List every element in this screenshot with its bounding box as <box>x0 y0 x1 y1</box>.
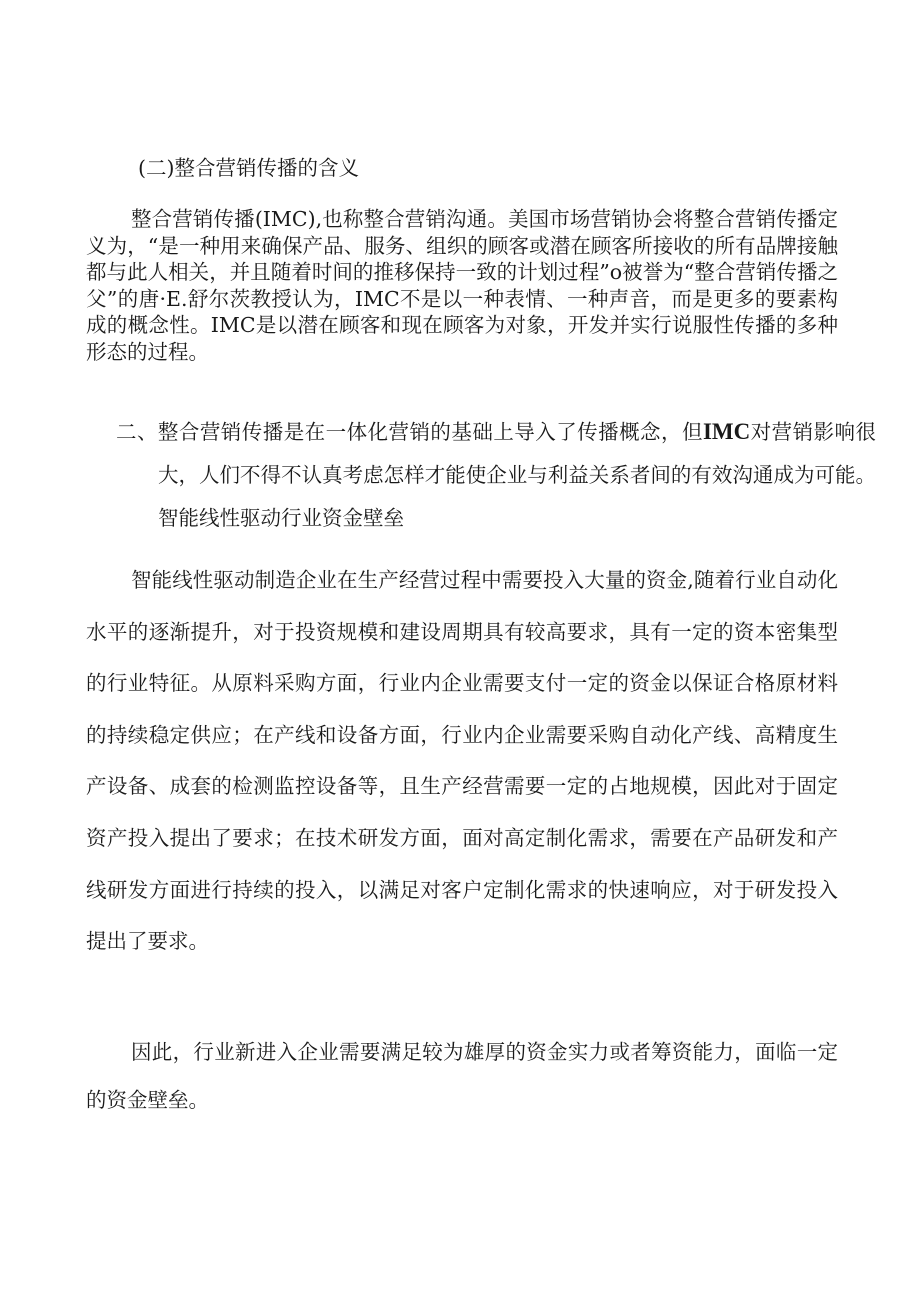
imc-definition-paragraph: 整合营销传播(IMC),也称整合营销沟通。美国市场营销协会将整合营销传播定义为，“是一种用来确保产品、服务、组织的顾客或潜在顾客所接收的所有品牌接触都与此人相关，并且随着时间的推移保持一致的计划过程”o被誉为“整合营销传播之父”的唐·E.舒尔茨教授认为，IMC不是以一种表情、一种声音，而是更多的要素构成的概念性。IMC是以潜在顾客和现在顾客为对象，开发并实行说服性传播的多种形态的过程。 <box>86 207 838 364</box>
section-heading-imc: IMC <box>702 419 751 444</box>
capital-barrier-paragraph: 智能线性驱动制造企业在生产经营过程中需要投入大量的资金,随着行业自动化水平的逐渐提升，对于投资规模和建设周期具有较高要求，具有一定的资本密集型的行业特征。从原料采购方面，行业内企业需要支付一定的资金以保证合格原材料的持续稳定供应；在产线和设备方面，行业内企业需要采购自动化产线、高精度生产设备、成套的检测监控设备等，且生产经营需要一定的占地规模，因此对于固定资产投入提出了要求；在技术研发方面，面对高定制化需求，需要在产品研发和产线研发方面进行持续的投入，以满足对客户定制化需求的快速响应，对于研发投入提出了要求。 <box>86 568 838 954</box>
section-heading-suffix: 对营销影响很大，人们不得不认真考虑怎样才能使企业与利益关系者间的有效沟通成为可能。智能线性驱动行业资金壁垒 <box>158 420 877 530</box>
section-heading <box>116 410 876 540</box>
subsection-heading: (二)整合营销传播的含义 <box>138 156 359 180</box>
conclusion-paragraph: 因此，行业新进入企业需要满足较为雄厚的资金实力或者筹资能力，面临一定的资金壁垒。 <box>86 1040 838 1112</box>
section-heading-prefix: 二、整合营销传播是在一体化营销的基础上导入了传播概念，但 <box>116 420 703 444</box>
